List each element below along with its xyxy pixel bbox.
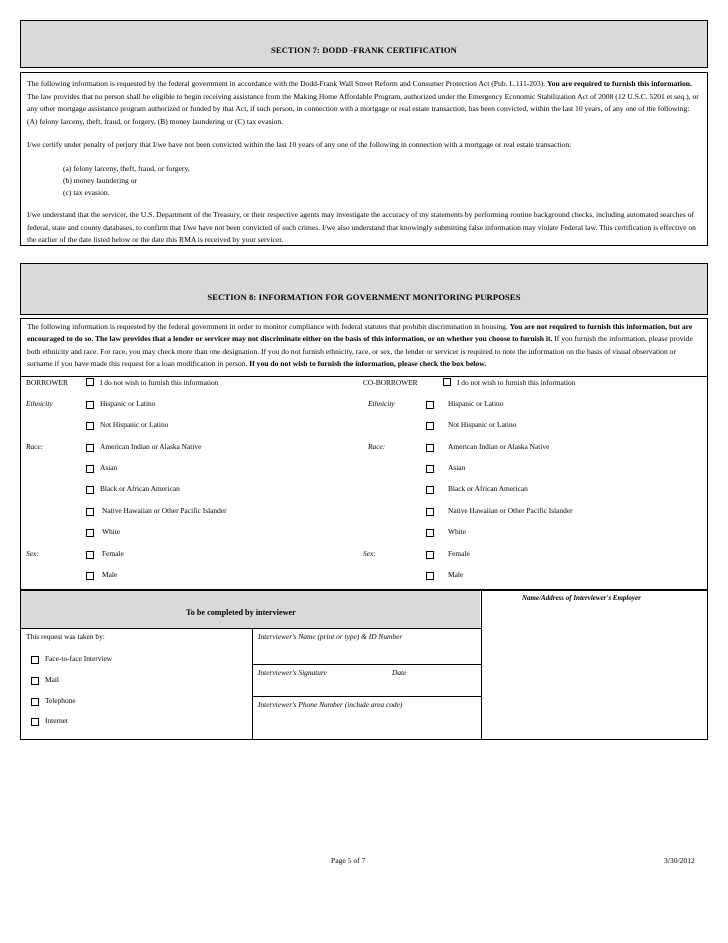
interviewer-row-divider-1 xyxy=(252,664,482,665)
coborrower-no-wish-label: I do not wish to furnish this information xyxy=(457,378,576,387)
borrower-male-checkbox[interactable] xyxy=(86,572,94,580)
coborrower-hispanic-checkbox[interactable] xyxy=(426,401,434,409)
coborrower-male-label: Male xyxy=(448,570,464,579)
section7-item-a: (a) felony larceny, theft, fraud, or forgery, xyxy=(63,164,190,173)
interviewer-employer-divider xyxy=(481,590,482,740)
interviewer-column-divider xyxy=(252,628,253,740)
coborrower-sex-label: Sex: xyxy=(363,549,376,558)
coborrower-hispanic-label: Hispanic or Latino xyxy=(448,399,504,408)
borrower-race-black-label: Black or African American xyxy=(100,484,180,493)
coborrower-race-asian-checkbox[interactable] xyxy=(426,465,434,473)
section8-title: SECTION 8: INFORMATION FOR GOVERNMENT MONITORING PURPOSES xyxy=(207,292,521,302)
footer-date: 3/30/2012 xyxy=(664,856,695,865)
borrower-race-asian-checkbox[interactable] xyxy=(86,465,94,473)
coborrower-ethnicity-label: Ethnicity xyxy=(368,399,395,408)
interviewer-header-divider xyxy=(20,628,482,629)
method-internet-label: Internet xyxy=(45,716,68,725)
borrower-race-american-indian-checkbox[interactable] xyxy=(86,444,94,452)
method-face-to-face-label: Face-to-face Interview xyxy=(45,654,113,663)
section7-paragraph-2: I/we certify under penalty of perjury that I/we have not been convicted within the last 10 years of any one of the following in connection with a mortgage or real estate transaction: xyxy=(27,140,572,149)
coborrower-no-wish-checkbox[interactable] xyxy=(443,378,451,386)
coborrower-race-pacific-islander-label: Native Hawaiian or Other Pacific Islander xyxy=(448,506,573,515)
coborrower-race-white-label: White xyxy=(448,527,467,536)
interviewer-signature-field[interactable]: Interviewer's Signature xyxy=(258,668,327,677)
borrower-label: BORROWER xyxy=(26,378,68,387)
coborrower-race-american-indian-label: American Indian or Alaska Native xyxy=(448,442,550,451)
borrower-race-american-indian-label: American Indian or Alaska Native xyxy=(100,442,202,451)
coborrower-female-checkbox[interactable] xyxy=(426,551,434,559)
method-mail-label: Mail xyxy=(45,675,59,684)
taken-by-label: This request was taken by: xyxy=(26,632,105,641)
borrower-female-checkbox[interactable] xyxy=(86,551,94,559)
section7-title: SECTION 7: DODD -FRANK CERTIFICATION xyxy=(270,45,457,55)
employer-label: Name/Address of Interviewer's Employer xyxy=(522,594,641,602)
section7-item-c: (c) tax evasion. xyxy=(63,188,110,197)
section7-item-b: (b) money laundering or xyxy=(63,176,138,185)
coborrower-not-hispanic-checkbox[interactable] xyxy=(426,422,434,430)
coborrower-race-black-label: Black or African American xyxy=(448,484,528,493)
borrower-not-hispanic-label: Not Hispanic or Latino xyxy=(100,420,169,429)
coborrower-race-white-checkbox[interactable] xyxy=(426,529,434,537)
method-telephone-checkbox[interactable] xyxy=(31,698,39,706)
interviewer-row-divider-2 xyxy=(252,696,482,697)
method-internet-checkbox[interactable] xyxy=(31,718,39,726)
method-face-to-face-checkbox[interactable] xyxy=(31,656,39,664)
coborrower-race-asian-label: Asian xyxy=(448,463,466,472)
coborrower-female-label: Female xyxy=(448,549,470,558)
section8-paragraph: The following information is requested by the federal government in order to monitor compliance with federal statutes that prohibit discrimination in housing. You are not required to furnish this information, but are encouraged to do so. The law provides that a lender or servicer may not discriminate either on the basis of this information, or on whether you choose to furnish it. If you furnish the information, please provide both ethnicity and race. For race, you may check more than one designation. If you do not furnish ethnicity, race, or sex, the lender or servicer is required to note the information on the basis of visual observation or surname if you have made this request for a loan modification in person. If you do not wish to furnish the information, please check the box below. xyxy=(27,322,693,368)
borrower-sex-label: Sex: xyxy=(26,549,39,558)
borrower-race-pacific-islander-checkbox[interactable] xyxy=(86,508,94,516)
section8-divider xyxy=(20,376,708,377)
section7-paragraph-1: The following information is requested by the federal government in accordance with the Dodd-Frank Wall Street Reform and Consumer Protection Act (Pub. L.111-203). You are required to furnish this information. The law provides that no person shall be eligible to begin receiving assistance from the Making Home Affordable Program, authorized under the Emergency Economic Stabilization Act of 2008 (12 U.S.C. 5201 et seq.), or any other mortgage assistance program authorized or funded by that Act, if such person, in connection with a mortgage or real estate transaction, has been convicted, within the last 10 years, of any one of the following: (A) felony larceny, theft, fraud, or forgery, (B) money laundering or (C) tax evasion. xyxy=(27,79,699,126)
coborrower-label: CO-BORROWER xyxy=(363,378,418,387)
section7-body xyxy=(20,72,708,246)
coborrower-not-hispanic-label: Not Hispanic or Latino xyxy=(448,420,517,429)
borrower-hispanic-label: Hispanic or Latino xyxy=(100,399,156,408)
borrower-race-pacific-islander-label: Native Hawaiian or Other Pacific Islander xyxy=(102,506,227,515)
page-number: Page 5 of 7 xyxy=(331,856,366,865)
section7-paragraph-3: I/we understand that the servicer, the U.S. Department of the Treasury, or their respective agents may investigate the accuracy of my statements by performing routine background checks, including automated searches of federal, state and county databases, to confirm that I/we have not been convicted of such crimes. I/we also understand that knowingly submitting false information may violate Federal law. This certification is effective on the earlier of the date listed below or the date this RMA is received by your servicer. xyxy=(27,210,696,245)
coborrower-race-black-checkbox[interactable] xyxy=(426,486,434,494)
interviewer-phone-field[interactable]: Interviewer's Phone Number (include area code) xyxy=(258,700,403,709)
coborrower-male-checkbox[interactable] xyxy=(426,572,434,580)
coborrower-race-label: Race: xyxy=(368,442,386,451)
borrower-not-hispanic-checkbox[interactable] xyxy=(86,422,94,430)
method-mail-checkbox[interactable] xyxy=(31,677,39,685)
interviewer-title: To be completed by interviewer xyxy=(186,608,296,617)
borrower-race-white-label: White xyxy=(102,527,121,536)
method-telephone-label: Telephone xyxy=(45,696,76,705)
borrower-no-wish-label: I do not wish to furnish this information xyxy=(100,378,219,387)
borrower-race-asian-label: Asian xyxy=(100,463,118,472)
borrower-ethnicity-label: Ethnicity xyxy=(26,399,53,408)
borrower-race-white-checkbox[interactable] xyxy=(86,529,94,537)
borrower-male-label: Male xyxy=(102,570,118,579)
borrower-race-label: Race: xyxy=(26,442,44,451)
borrower-female-label: Female xyxy=(102,549,124,558)
coborrower-race-american-indian-checkbox[interactable] xyxy=(426,444,434,452)
borrower-hispanic-checkbox[interactable] xyxy=(86,401,94,409)
section8-header xyxy=(20,263,708,315)
interviewer-date-field[interactable]: Date xyxy=(392,668,407,677)
interviewer-name-id-field[interactable]: Interviewer's Name (print or type) & ID Number xyxy=(258,632,403,641)
coborrower-race-pacific-islander-checkbox[interactable] xyxy=(426,508,434,516)
section7-header xyxy=(20,20,708,68)
borrower-no-wish-checkbox[interactable] xyxy=(86,378,94,386)
borrower-race-black-checkbox[interactable] xyxy=(86,486,94,494)
